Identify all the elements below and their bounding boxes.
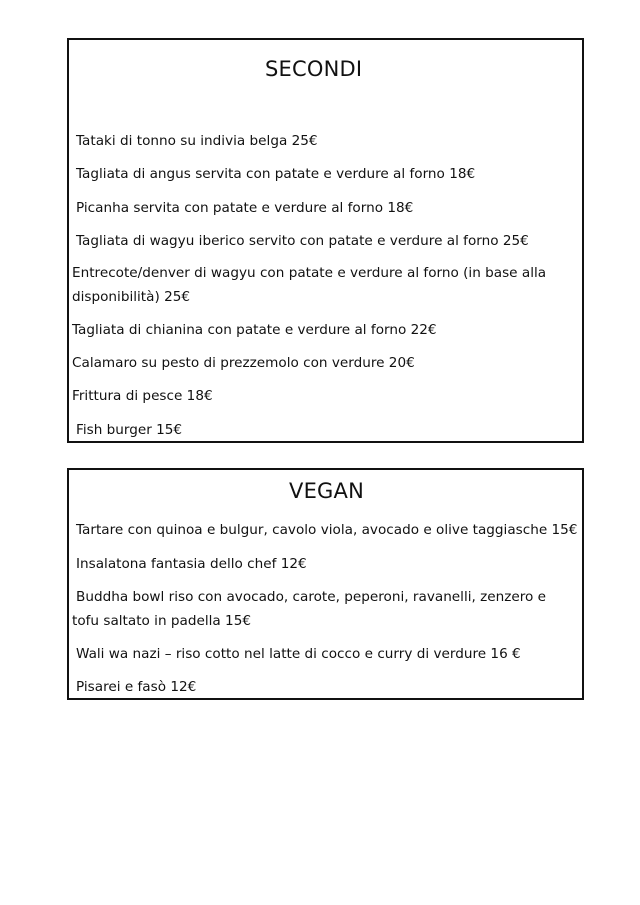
menu-item: Fish burger 15€ (76, 422, 183, 438)
menu-item: Calamaro su pesto di prezzemolo con verdure 20€ (72, 355, 415, 371)
menu-item: Tagliata di wagyu iberico servito con patate e verdure al forno 25€ (76, 233, 529, 249)
menu-item: Insalatona fantasia dello chef 12€ (76, 556, 307, 572)
vegan-section (67, 468, 584, 700)
secondi-title: SECONDI (265, 57, 363, 81)
menu-item: Wali wa nazi – riso cotto nel latte di cocco e curry di verdure 16 € (76, 646, 521, 662)
secondi-section (67, 38, 584, 443)
menu-item: disponibilità) 25€ (72, 289, 191, 305)
menu-item: Picanha servita con patate e verdure al forno 18€ (76, 200, 414, 216)
menu-item: Frittura di pesce 18€ (72, 388, 213, 404)
menu-item: Tataki di tonno su indivia belga 25€ (76, 133, 318, 149)
menu-item: Buddha bowl riso con avocado, carote, peperoni, ravanelli, zenzero e (76, 589, 547, 605)
menu-item: Tartare con quinoa e bulgur, cavolo viola, avocado e olive taggiasche 15€ (76, 522, 578, 538)
menu-item: Tagliata di chianina con patate e verdure al forno 22€ (72, 322, 437, 338)
vegan-title: VEGAN (289, 479, 364, 503)
menu-item: Entrecote/denver di wagyu con patate e verdure al forno (in base alla (72, 265, 547, 281)
menu-item: tofu saltato in padella 15€ (72, 613, 252, 629)
menu-item: Pisarei e fasò 12€ (76, 679, 197, 695)
menu-item: Tagliata di angus servita con patate e verdure al forno 18€ (76, 166, 476, 182)
